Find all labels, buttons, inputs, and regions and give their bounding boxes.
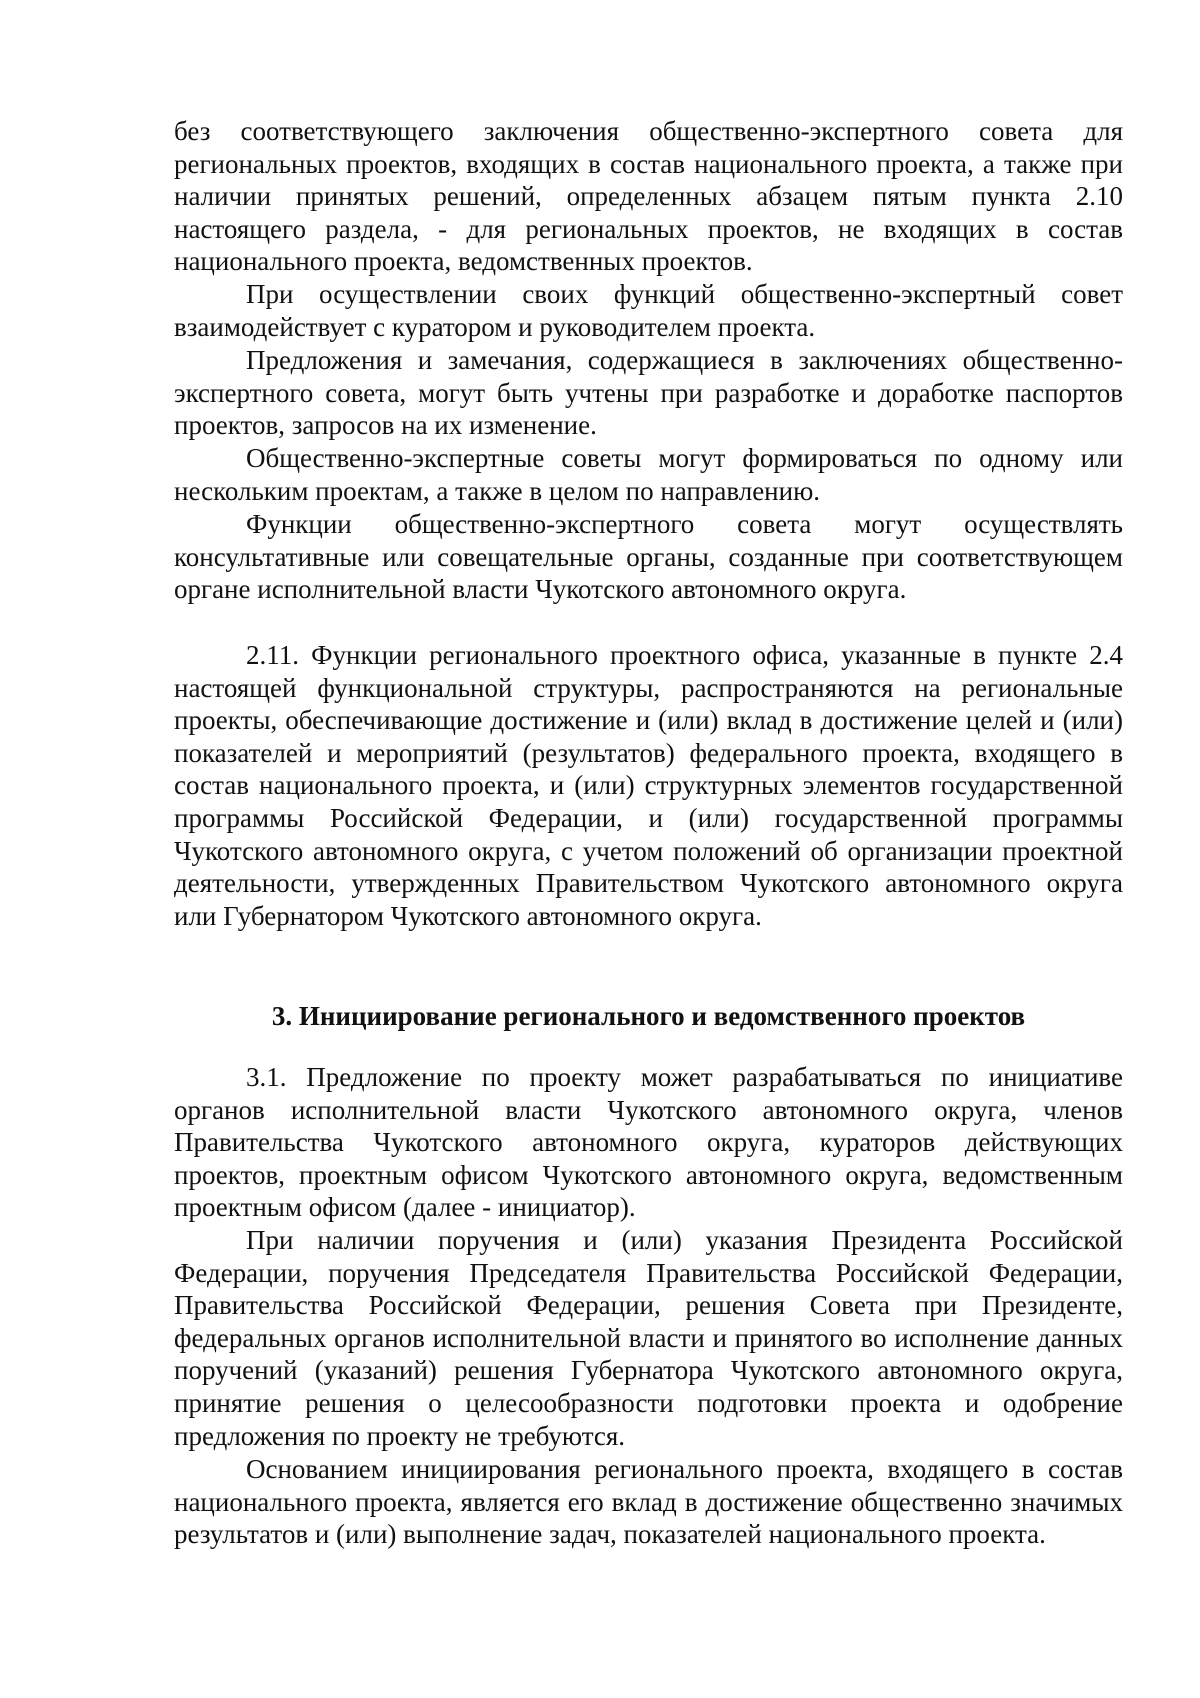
paragraph-council-interaction: При осуществлении своих функций общественно-экспертный совет взаимодействует с куратором и руководителем проекта.: [174, 279, 1123, 342]
paragraph-council-formation: Общественно-экспертные советы могут формироваться по одному или нескольким проектам, а также в целом по направлению.: [174, 443, 1123, 506]
section-heading: 3. Инициирование регионального и ведомственного проектов: [271, 1001, 1026, 1031]
paragraph-continuation: без соответствующего заключения общественно-экспертного совета для региональных проектов, входящих в состав национального проекта, а также при наличии принятых решений, определенных абзацем пятым пункта 2.10 настоящего раздела, - для региональных проектов, не входящих в состав национального проекта, ведомственных проектов.: [174, 116, 1123, 277]
paragraph-3-1: 3.1. Предложение по проекту может разрабатываться по инициативе органов исполнительной власти Чукотского автономного округа, членов Правительства Чукотского автономного округа, кураторов действующих проектов, проектным офисом Чукотского автономного округа, ведомственным проектным офисом (далее - инициатор).: [174, 1062, 1123, 1223]
paragraph-2-11: 2.11. Функции регионального проектного офиса, указанные в пункте 2.4 настоящей функциональной структуры, распространяются на региональные проекты, обеспечивающие достижение и (или) вклад в достижение целей и (или) показателей и мероприятий (результатов) федерального проекта, входящего в состав национального проекта, и (или) структурных элементов государственной программы Российской Федерации, и (или) государственной программы Чукотского автономного округа, с учетом положений об организации проектной деятельности, утвержденных Правительством Чукотского автономного округа или Губернатором Чукотского автономного округа.: [174, 640, 1123, 931]
paragraph-proposals: Предложения и замечания, содержащиеся в заключениях общественно-экспертного совета, могут быть учтены при разработке и доработке паспортов проектов, запросов на их изменение.: [174, 345, 1123, 441]
paragraph-council-functions: Функции общественно-экспертного совета могут осуществлять консультативные или совещательные органы, созданные при соответствующем органе исполнительной власти Чукотского автономного округа.: [174, 509, 1123, 605]
paragraph-initiation-basis: Основанием инициирования регионального проекта, входящего в состав национального проекта, является его вклад в достижение общественно значимых результатов и (или) выполнение задач, показателей национального проекта.: [174, 1454, 1123, 1550]
paragraph-presidential-instruction: При наличии поручения и (или) указания Президента Российской Федерации, поручения Председателя Правительства Российской Федерации, Правительства Российской Федерации, решения Совета при Президенте, федеральных органов исполнительной власти и принятого во исполнение данных поручений (указаний) решения Губернатора Чукотского автономного округа, принятие решения о целесообразности подготовки проекта и одобрение предложения по проекту не требуются.: [174, 1225, 1123, 1451]
